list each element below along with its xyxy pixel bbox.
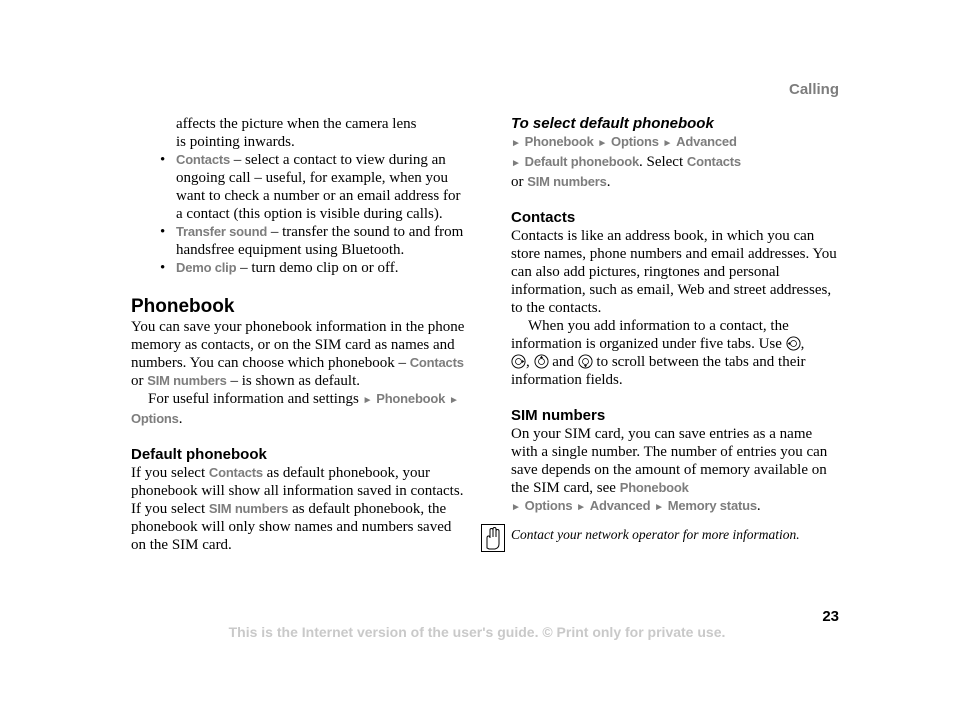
nav-down-icon [578, 354, 593, 369]
arrow-icon: ► [576, 502, 587, 513]
arrow-icon: ► [511, 138, 521, 149]
subheading-default-phonebook: Default phonebook [131, 446, 267, 463]
select-default-steps: ► Phonebook ► Options ► Advanced ► Default phonebook. Select Contacts or SIM numbers. [511, 134, 741, 190]
menu-term: Contacts [409, 355, 464, 370]
note [511, 526, 841, 544]
left-column [131, 115, 466, 554]
phonebook-paragraph: You can save your phonebook information in the phone memory as contacts, or on the SIM card as names and numbers. You can choose which phonebook – Contacts or SIM numbers – is shown as default. [131, 319, 465, 389]
options-list [131, 151, 466, 277]
phonebook-settings-paragraph: For useful information and settings ► Phonebook ► Options. [131, 391, 459, 427]
right-column [511, 115, 841, 544]
menu-term: SIM numbers [208, 501, 289, 516]
menu-term: SIM numbers [147, 373, 227, 388]
menu-path: Options [131, 411, 179, 426]
subheading-sim-numbers: SIM numbers [511, 407, 606, 424]
nav-left-icon [786, 336, 801, 351]
note-text: Contact your network operator for more information. [511, 527, 800, 542]
subheading-contacts: Contacts [511, 209, 576, 226]
menu-path: Phonebook [376, 391, 446, 406]
menu-term: Contacts [176, 152, 231, 167]
default-phonebook-paragraph: If you select Contacts as default phonebook, your phonebook will show all information saved in contacts. If you select SIM numbers as default phonebook, the phonebook will only show names and numbers saved on the SIM card. [131, 465, 464, 553]
arrow-icon: ► [654, 502, 664, 513]
menu-term: Contacts [208, 465, 263, 480]
subheading-select-default: To select default phonebook [511, 115, 714, 132]
intro-continued: affects the picture when the camera lens is pointing inwards. [176, 116, 417, 150]
nav-right-icon [511, 354, 526, 369]
contacts-tabs-paragraph: When you add information to a contact, the information is organized under five tabs. Use , , and to scroll between the tabs and their information fields. [511, 318, 806, 388]
footer-notice: This is the Internet version of the user's guide. © Print only for private use. [228, 624, 726, 640]
arrow-icon: ► [511, 158, 521, 169]
menu-term: Transfer sound [176, 224, 268, 239]
section-heading-phonebook: Phonebook [131, 296, 235, 317]
page-number: 23 [822, 608, 839, 625]
arrow-icon: ► [448, 395, 459, 406]
arrow-icon: ► [597, 138, 608, 149]
arrow-icon: ► [511, 502, 521, 513]
list-item: • Demo clip – turn demo clip on or off. [176, 259, 466, 277]
chapter-header: Calling [788, 81, 839, 98]
list-item: • Transfer sound – transfer the sound to and from handsfree equipment using Bluetooth. [176, 223, 466, 259]
contacts-paragraph: Contacts is like an address book, in which you can store names, phone numbers and email addresses. You can also add pictures, ringtones and personal information, such as email, Web and street addresses, to the contacts. [511, 228, 837, 316]
menu-term: Demo clip [176, 260, 237, 275]
sim-numbers-paragraph: On your SIM card, you can save entries as a name with a single number. The number of entries you can save depends on the amount of memory available on the SIM card, see Phonebook ► Options ► Advanced ► Memory status. [511, 426, 828, 514]
arrow-icon: ► [362, 395, 373, 406]
arrow-icon: ► [662, 138, 673, 149]
note-hand-icon [481, 524, 505, 552]
list-item: • Contacts – select a contact to view during an ongoing call – useful, for example, when you want to check a number or an email address for a contact (this option is visible during calls). [176, 151, 466, 223]
nav-up-icon [534, 354, 549, 369]
